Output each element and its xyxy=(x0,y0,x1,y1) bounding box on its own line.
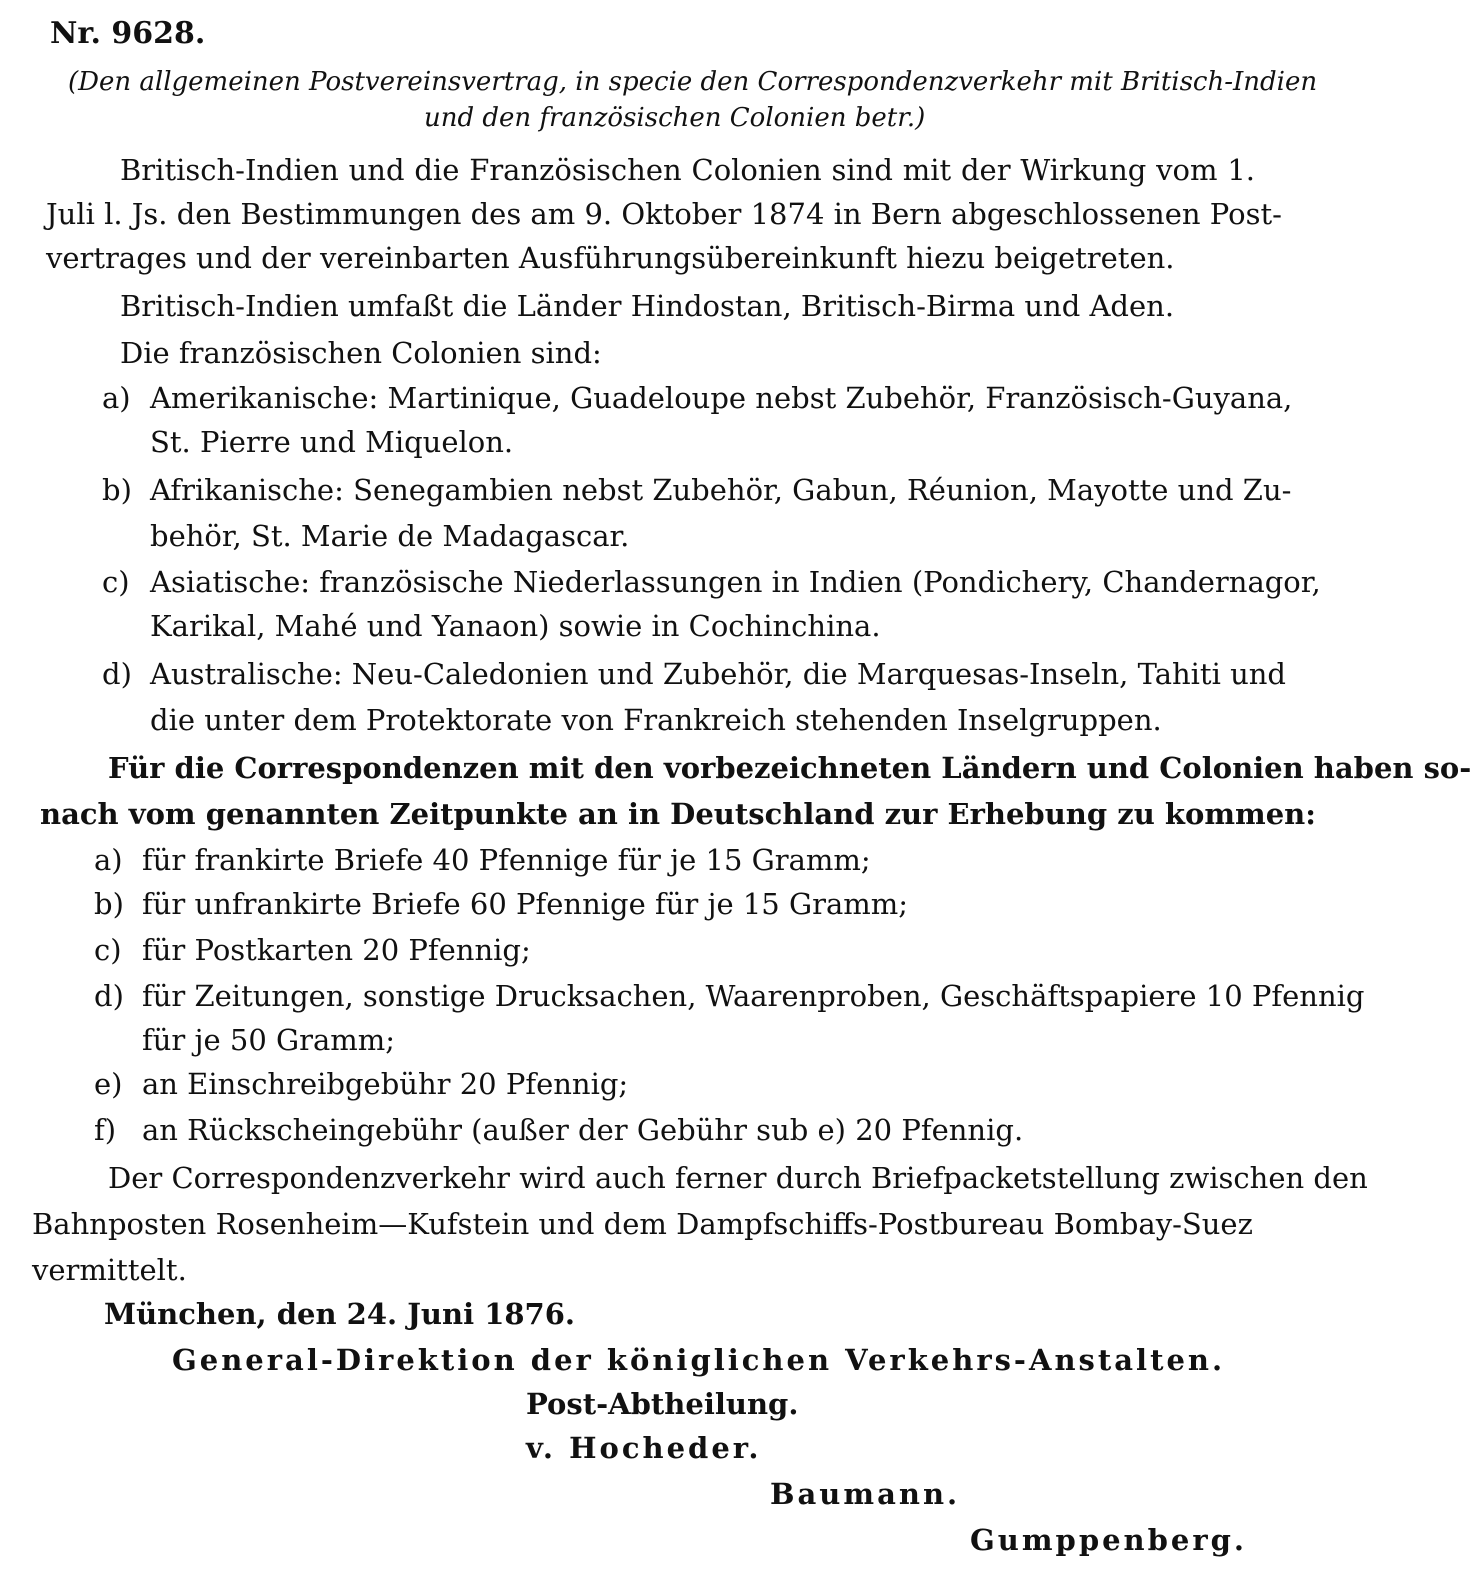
britisch-indien-paragraph: Britisch-Indien umfaßt die Länder Hindostan, Britisch-Birma und Aden. xyxy=(120,289,1175,323)
fee-item-b-marker: b) xyxy=(94,887,124,921)
document-number: Nr. 9628. xyxy=(50,16,206,51)
colony-item-d-line-2: die unter dem Protektorate von Frankreich stehenden Inselgruppen. xyxy=(150,703,1162,737)
fee-item-e-line-1: an Einschreibgebühr 20 Pfennig; xyxy=(142,1067,629,1101)
fees-intro-line-1: Für die Correspondenzen mit den vorbezeichneten Ländern und Colonien haben so- xyxy=(108,751,1471,785)
signer-gumppenberg: Gumppenberg. xyxy=(970,1523,1248,1557)
colony-item-a-line-1: Amerikanische: Martinique, Guadeloupe nebst Zubehör, Französisch-Guyana, xyxy=(150,381,1293,415)
colony-item-b-line-2: behör, St. Marie de Madagascar. xyxy=(150,519,630,553)
colony-item-c-marker: c) xyxy=(102,565,130,599)
closing-line-1: Der Correspondenzverkehr wird auch ferner durch Briefpacketstellung zwischen den xyxy=(108,1161,1368,1195)
colony-item-b-marker: b) xyxy=(102,473,132,507)
fee-item-e-marker: e) xyxy=(94,1067,123,1101)
department-name: Post-Abtheilung. xyxy=(526,1387,799,1421)
intro-line-1: Britisch-Indien und die Französischen Colonien sind mit der Wirkung vom 1. xyxy=(120,153,1255,187)
fee-item-f-marker: f) xyxy=(94,1113,117,1147)
colony-item-a-marker: a) xyxy=(102,381,131,415)
closing-line-2: Bahnposten Rosenheim—Kufstein und dem Dampfschiffs-Postbureau Bombay-Suez xyxy=(32,1207,1253,1241)
fee-item-d-line-2: für je 50 Gramm; xyxy=(142,1023,396,1057)
date-line: München, den 24. Juni 1876. xyxy=(104,1297,576,1331)
closing-line-3: vermittelt. xyxy=(32,1253,187,1287)
intro-line-2: Juli l. Js. den Bestimmungen des am 9. Oktober 1874 in Bern abgeschlossenen Post- xyxy=(46,197,1282,231)
fee-item-d-line-1: für Zeitungen, sonstige Drucksachen, Waarenproben, Geschäftspapiere 10 Pfennig xyxy=(142,979,1365,1013)
colony-item-c-line-2: Karikal, Mahé und Yanaon) sowie in Cochinchina. xyxy=(150,609,881,643)
fee-item-a-marker: a) xyxy=(94,843,123,877)
fee-item-d-marker: d) xyxy=(94,979,124,1013)
fee-item-b-line-1: für unfrankirte Briefe 60 Pfennige für je 15 Gramm; xyxy=(142,887,909,921)
subject-line-1: (Den allgemeinen Postvereinsvertrag, in specie den Correspondenzverkehr mit Britisch-Indien xyxy=(68,67,1318,97)
fee-item-c-line-1: für Postkarten 20 Pfennig; xyxy=(142,933,531,967)
signer-hocheder: v. Hocheder. xyxy=(526,1431,762,1465)
signer-baumann: Baumann. xyxy=(770,1477,961,1511)
fee-item-a-line-1: für frankirte Briefe 40 Pfennige für je 15 Gramm; xyxy=(142,843,871,877)
colony-item-d-line-1: Australische: Neu-Caledonien und Zubehör, die Marquesas-Inseln, Tahiti und xyxy=(150,657,1286,691)
fee-item-c-marker: c) xyxy=(94,933,122,967)
subject-line-2: und den französischen Colonien betr.) xyxy=(424,103,926,133)
fee-item-f-line-1: an Rückscheingebühr (außer der Gebühr sub e) 20 Pfennig. xyxy=(142,1113,1024,1147)
fees-intro-line-2: nach vom genannten Zeitpunkte an in Deutschland zur Erhebung zu kommen: xyxy=(40,797,1316,831)
colony-item-d-marker: d) xyxy=(102,657,132,691)
colony-item-b-line-1: Afrikanische: Senegambien nebst Zubehör, Gabun, Réunion, Mayotte und Zu- xyxy=(150,473,1292,507)
intro-line-3: vertrages und der vereinbarten Ausführungsübereinkunft hiezu beigetreten. xyxy=(46,241,1175,275)
issuing-authority: General-Direktion der königlichen Verkehrs-Anstalten. xyxy=(172,1343,1226,1377)
colony-item-c-line-1: Asiatische: französische Niederlassungen in Indien (Pondichery, Chandernagor, xyxy=(150,565,1321,599)
colony-item-a-line-2: St. Pierre und Miquelon. xyxy=(150,425,514,459)
colonies-heading: Die französischen Colonien sind: xyxy=(120,336,602,370)
